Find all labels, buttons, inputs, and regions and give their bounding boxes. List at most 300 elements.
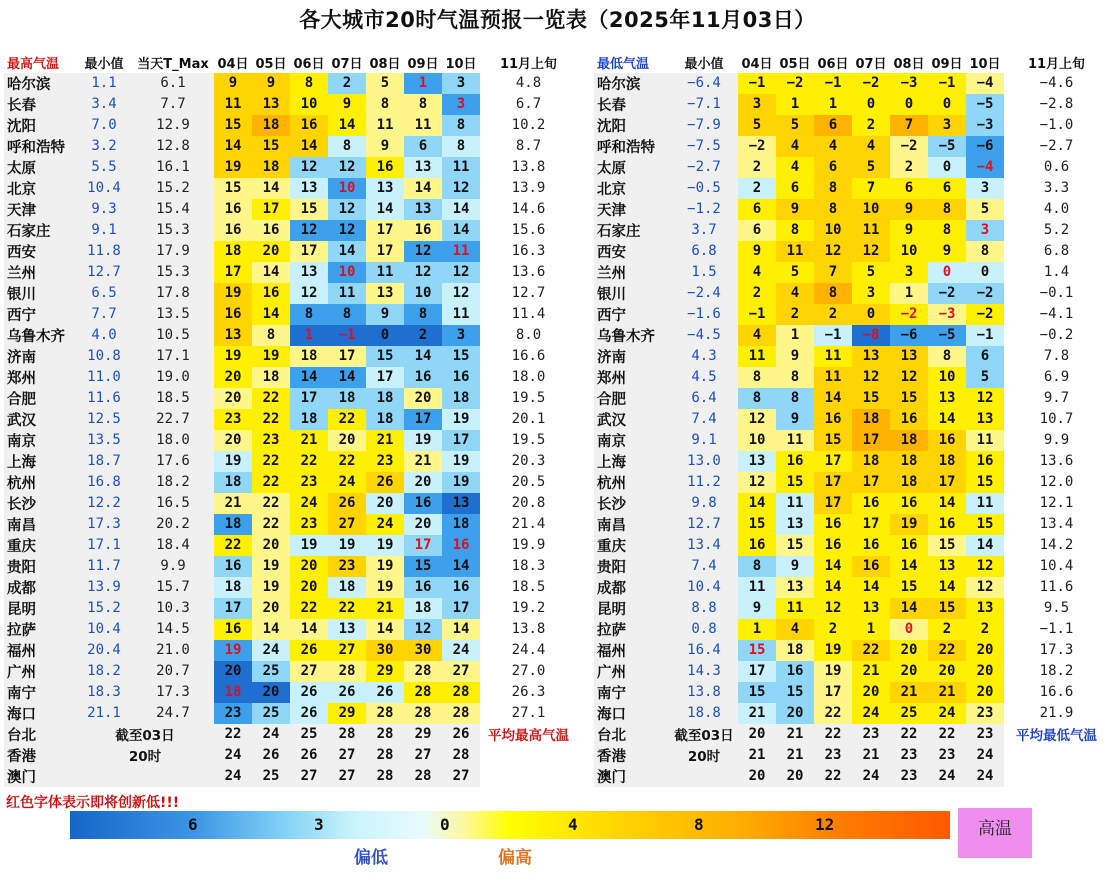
period-average: 13.6 <box>511 264 546 281</box>
forecast-cell: 18 <box>366 409 404 430</box>
forecast-cell: 4 <box>738 262 776 283</box>
forecast-cell: 9 <box>776 556 814 577</box>
forecast-cell: 3 <box>852 283 890 304</box>
forecast-cell: 17 <box>814 493 852 514</box>
city-name: 昆明 <box>4 598 76 619</box>
city-name: 乌鲁木齐 <box>4 325 76 346</box>
average-note: 平均最高气温 <box>488 728 569 745</box>
forecast-cell: 4 <box>776 157 814 178</box>
forecast-cell: 18 <box>252 115 290 136</box>
forecast-cell: 17 <box>404 535 442 556</box>
forecast-cell: 20 <box>966 640 1004 661</box>
period-average: 10.2 <box>511 117 546 134</box>
forecast-cell: −5 <box>928 325 966 346</box>
min-value: −7.9 <box>670 115 738 136</box>
forecast-cell: 2 <box>776 304 814 325</box>
forecast-cell: 17 <box>214 598 252 619</box>
min-value: 13.8 <box>670 682 738 703</box>
min-value: −2.4 <box>670 283 738 304</box>
forecast-cell: −2 <box>852 73 890 94</box>
record-low-note: 红色字体表示即将创新低!!! <box>6 795 180 811</box>
min-value: 13.5 <box>76 430 132 451</box>
table-row <box>4 556 577 577</box>
forecast-cell: 26 <box>366 682 404 703</box>
forecast-cell: 18 <box>214 472 252 493</box>
forecast-cell: 15 <box>214 115 252 136</box>
table-row <box>4 766 577 787</box>
min-value: 7.4 <box>670 556 738 577</box>
min-value: 0.8 <box>670 619 738 640</box>
forecast-cell: 17 <box>814 682 852 703</box>
forecast-cell: 14 <box>890 556 928 577</box>
forecast-cell: 28 <box>442 745 480 766</box>
period-average: 16.3 <box>511 243 546 260</box>
forecast-cell: 9 <box>890 220 928 241</box>
forecast-cell: 23 <box>890 766 928 787</box>
min-value: −1.6 <box>670 304 738 325</box>
forecast-cell: 23 <box>214 409 252 430</box>
city-name: 济南 <box>594 346 670 367</box>
forecast-cell: 19 <box>814 661 852 682</box>
forecast-cell: 26 <box>290 745 328 766</box>
forecast-cell: 18 <box>776 640 814 661</box>
period-average: 14.6 <box>511 201 546 218</box>
forecast-cell: 15 <box>776 535 814 556</box>
forecast-cell: 2 <box>814 619 852 640</box>
forecast-cell: −2 <box>966 304 1004 325</box>
city-name: 呼和浩特 <box>594 136 670 157</box>
city-name: 南宁 <box>594 682 670 703</box>
table-row <box>594 220 1109 241</box>
forecast-cell: −3 <box>928 304 966 325</box>
table-row <box>594 598 1109 619</box>
period-average: −2.7 <box>1039 138 1074 155</box>
forecast-cell: 21 <box>366 598 404 619</box>
city-name: 台北 <box>594 724 670 745</box>
table-row <box>4 682 577 703</box>
table-row <box>4 304 577 325</box>
forecast-cell: 19 <box>814 640 852 661</box>
forecast-cell: 9 <box>776 346 814 367</box>
cutoff-note: 20时 <box>670 745 738 766</box>
forecast-cell: 20 <box>366 493 404 514</box>
forecast-cell: 19 <box>890 514 928 535</box>
forecast-cell: 21 <box>366 430 404 451</box>
forecast-cell: 14 <box>442 556 480 577</box>
min-value: −7.5 <box>670 136 738 157</box>
forecast-cell: 23 <box>814 745 852 766</box>
today-tmax: 17.3 <box>132 682 214 703</box>
forecast-cell: 16 <box>214 619 252 640</box>
forecast-cell: 22 <box>252 409 290 430</box>
min-value: 17.3 <box>76 514 132 535</box>
period-average: 13.4 <box>1039 516 1074 533</box>
forecast-cell: 17 <box>290 241 328 262</box>
forecast-cell: 8 <box>814 283 852 304</box>
forecast-cell: −2 <box>738 136 776 157</box>
forecast-cell: 9 <box>366 136 404 157</box>
forecast-cell: 8 <box>966 241 1004 262</box>
period-average: 9.9 <box>1043 432 1070 449</box>
today-tmax: 6.1 <box>132 73 214 94</box>
table-row <box>594 745 1109 766</box>
period-average: −0.2 <box>1039 327 1074 344</box>
forecast-cell: 15 <box>252 136 290 157</box>
forecast-cell: 2 <box>928 619 966 640</box>
forecast-cell: 27 <box>442 766 480 787</box>
column-header: 最小值 <box>684 56 724 72</box>
min-value: 11.0 <box>76 367 132 388</box>
forecast-cell: 9 <box>776 409 814 430</box>
table-row <box>594 703 1109 724</box>
table-row <box>4 388 577 409</box>
forecast-cell: 23 <box>928 745 966 766</box>
city-name: 广州 <box>4 661 76 682</box>
forecast-cell: 11 <box>852 220 890 241</box>
forecast-cell: 8 <box>404 304 442 325</box>
city-name: 长沙 <box>594 493 670 514</box>
forecast-cell: 6 <box>738 199 776 220</box>
city-name: 沈阳 <box>594 115 670 136</box>
forecast-cell: 14 <box>442 619 480 640</box>
city-name: 拉萨 <box>594 619 670 640</box>
column-header: 11月上旬 <box>499 56 558 72</box>
min-value: −7.1 <box>670 94 738 115</box>
forecast-cell: 20 <box>290 556 328 577</box>
period-average: 18.0 <box>511 369 546 386</box>
forecast-cell: 14 <box>814 577 852 598</box>
forecast-cell: 15 <box>890 577 928 598</box>
forecast-cell: −2 <box>890 304 928 325</box>
table-row <box>4 262 577 283</box>
today-tmax: 15.4 <box>132 199 214 220</box>
forecast-cell: 19 <box>252 346 290 367</box>
min-value: 1.1 <box>76 73 132 94</box>
forecast-cell: 13 <box>366 283 404 304</box>
forecast-cell: 13 <box>252 94 290 115</box>
city-name: 海口 <box>4 703 76 724</box>
forecast-cell: 0 <box>928 94 966 115</box>
city-name: 武汉 <box>594 409 670 430</box>
city-name: 重庆 <box>4 535 76 556</box>
forecast-cell: 21 <box>290 430 328 451</box>
forecast-cell: 0 <box>890 94 928 115</box>
forecast-cell: 0 <box>366 325 404 346</box>
period-average: 13.9 <box>511 180 546 197</box>
min-value: 9.8 <box>670 493 738 514</box>
forecast-cell: 24 <box>328 472 366 493</box>
forecast-cell: 10 <box>852 199 890 220</box>
period-average: 21.9 <box>1039 705 1074 722</box>
forecast-cell: 11 <box>966 430 1004 451</box>
forecast-cell: 22 <box>252 451 290 472</box>
forecast-cell: 16 <box>890 409 928 430</box>
forecast-cell: 26 <box>328 682 366 703</box>
forecast-cell: 6 <box>738 220 776 241</box>
forecast-cell: −1 <box>738 73 776 94</box>
forecast-cell: 24 <box>966 766 1004 787</box>
period-average: 20.1 <box>511 411 546 428</box>
table-title-cell: 最低气温 <box>597 56 650 72</box>
table-row <box>4 241 577 262</box>
forecast-cell: 8 <box>776 367 814 388</box>
forecast-cell: −1 <box>328 325 366 346</box>
period-average: 12.1 <box>1039 495 1074 512</box>
city-name: 南昌 <box>594 514 670 535</box>
forecast-cell: 2 <box>966 619 1004 640</box>
forecast-cell: 30 <box>404 640 442 661</box>
forecast-cell: 28 <box>404 682 442 703</box>
forecast-cell: 21 <box>404 451 442 472</box>
forecast-cell: 15 <box>928 598 966 619</box>
average-note: 平均最低气温 <box>1016 728 1097 745</box>
forecast-cell: 3 <box>442 94 480 115</box>
forecast-cell: 16 <box>814 535 852 556</box>
forecast-cell: 23 <box>890 745 928 766</box>
column-header: 当天T_Max <box>137 56 209 72</box>
forecast-cell: 12 <box>404 262 442 283</box>
forecast-cell: 22 <box>928 724 966 745</box>
table-row <box>4 619 577 640</box>
min-value: 15.2 <box>76 598 132 619</box>
min-value: 11.2 <box>670 472 738 493</box>
forecast-cell: 29 <box>404 724 442 745</box>
period-average: 6.8 <box>1043 243 1070 260</box>
table-row <box>594 388 1109 409</box>
today-tmax: 24.7 <box>132 703 214 724</box>
forecast-cell: 12 <box>290 220 328 241</box>
period-average: 8.0 <box>515 327 542 344</box>
forecast-cell: 12 <box>442 262 480 283</box>
forecast-cell: 12 <box>328 199 366 220</box>
table-row <box>594 430 1109 451</box>
forecast-cell: 2 <box>404 325 442 346</box>
forecast-cell: 14 <box>214 136 252 157</box>
forecast-cell: 14 <box>290 136 328 157</box>
min-value: 13.0 <box>670 451 738 472</box>
forecast-cell: 12 <box>328 157 366 178</box>
city-name: 天津 <box>4 199 76 220</box>
forecast-cell: 23 <box>252 430 290 451</box>
table-row <box>4 577 577 598</box>
today-tmax: 22.7 <box>132 409 214 430</box>
today-tmax: 12.8 <box>132 136 214 157</box>
forecast-cell: 20 <box>966 682 1004 703</box>
forecast-cell: 23 <box>214 703 252 724</box>
forecast-cell: 16 <box>890 493 928 514</box>
forecast-cell: 11 <box>442 241 480 262</box>
today-tmax: 17.8 <box>132 283 214 304</box>
forecast-cell: 22 <box>852 640 890 661</box>
forecast-cell: 22 <box>328 598 366 619</box>
forecast-cell: 12 <box>890 367 928 388</box>
today-tmax: 20.2 <box>132 514 214 535</box>
column-header: 10日 <box>445 56 477 72</box>
forecast-cell: 19 <box>252 556 290 577</box>
city-name: 石家庄 <box>594 220 670 241</box>
forecast-cell: 8 <box>738 388 776 409</box>
forecast-cell: 16 <box>404 367 442 388</box>
forecast-cell: 11 <box>214 94 252 115</box>
forecast-cell: 3 <box>442 325 480 346</box>
cutoff-note: 截至03日 <box>76 724 214 745</box>
forecast-cell: 1 <box>776 94 814 115</box>
min-value: 3.4 <box>76 94 132 115</box>
table-row <box>594 178 1109 199</box>
forecast-cell: 1 <box>852 619 890 640</box>
forecast-cell: 12 <box>404 241 442 262</box>
min-value: 6.8 <box>670 241 738 262</box>
min-value: 18.8 <box>670 703 738 724</box>
forecast-cell: 14 <box>966 535 1004 556</box>
forecast-cell: 2 <box>738 283 776 304</box>
period-average: 18.5 <box>511 579 546 596</box>
forecast-cell: 14 <box>814 556 852 577</box>
table-row <box>594 619 1109 640</box>
period-average: 14.2 <box>1039 537 1074 554</box>
period-average: 18.2 <box>1039 663 1074 680</box>
city-name: 昆明 <box>594 598 670 619</box>
forecast-cell: 22 <box>290 451 328 472</box>
forecast-cell: 7 <box>852 178 890 199</box>
table-row <box>594 136 1109 157</box>
forecast-cell: 16 <box>776 451 814 472</box>
forecast-cell: 11 <box>738 577 776 598</box>
forecast-cell: −1 <box>738 304 776 325</box>
city-name: 南宁 <box>4 682 76 703</box>
forecast-cell: 19 <box>214 451 252 472</box>
period-average: 24.4 <box>511 642 546 659</box>
forecast-cell: 17 <box>442 430 480 451</box>
city-name: 石家庄 <box>4 220 76 241</box>
forecast-cell: 27 <box>328 640 366 661</box>
period-average: 11.6 <box>1039 579 1074 596</box>
forecast-cell: 25 <box>290 724 328 745</box>
period-average: 27.0 <box>511 663 546 680</box>
column-header: 10日 <box>969 56 1001 72</box>
forecast-cell: 17 <box>366 241 404 262</box>
forecast-cell: 18 <box>852 451 890 472</box>
forecast-cell: 18 <box>852 409 890 430</box>
period-average: 27.1 <box>511 705 546 722</box>
forecast-cell: 20 <box>290 577 328 598</box>
forecast-cell: 13 <box>442 493 480 514</box>
forecast-cell: 24 <box>966 745 1004 766</box>
period-average: 18.3 <box>511 558 546 575</box>
forecast-cell: 20 <box>252 241 290 262</box>
min-value: 8.8 <box>670 598 738 619</box>
forecast-cell: 17 <box>738 661 776 682</box>
forecast-cell: 12 <box>814 598 852 619</box>
forecast-cell: 18 <box>290 409 328 430</box>
forecast-cell: 21 <box>776 745 814 766</box>
forecast-cell: 16 <box>404 577 442 598</box>
forecast-cell: 22 <box>328 451 366 472</box>
forecast-cell: 16 <box>442 367 480 388</box>
table-row <box>594 724 1109 745</box>
forecast-cell: 23 <box>290 514 328 535</box>
city-name: 上海 <box>594 451 670 472</box>
forecast-cell: 20 <box>404 388 442 409</box>
forecast-cell: 12 <box>966 556 1004 577</box>
forecast-cell: 8 <box>814 178 852 199</box>
forecast-cell: 16 <box>814 409 852 430</box>
table-row <box>594 472 1109 493</box>
city-name: 济南 <box>4 346 76 367</box>
city-name: 银川 <box>4 283 76 304</box>
forecast-cell: 23 <box>966 703 1004 724</box>
forecast-cell: 8 <box>928 346 966 367</box>
period-average: 8.7 <box>515 138 542 155</box>
forecast-cell: 13 <box>928 556 966 577</box>
period-average: 20.3 <box>511 453 546 470</box>
forecast-cell: 11 <box>776 493 814 514</box>
forecast-cell: 11 <box>442 157 480 178</box>
forecast-cell: 28 <box>328 724 366 745</box>
cutoff-note <box>76 766 214 787</box>
forecast-cell: 11 <box>814 346 852 367</box>
forecast-cell: 28 <box>328 661 366 682</box>
forecast-cell: 18 <box>442 388 480 409</box>
table-row <box>594 367 1109 388</box>
forecast-cell: 1 <box>890 283 928 304</box>
forecast-cell: −5 <box>966 94 1004 115</box>
forecast-cell: 20 <box>404 472 442 493</box>
forecast-cell: 11 <box>366 115 404 136</box>
forecast-cell: 0 <box>852 94 890 115</box>
column-header: 05日 <box>779 56 811 72</box>
forecast-cell: 24 <box>852 703 890 724</box>
today-tmax: 20.7 <box>132 661 214 682</box>
forecast-cell: 18 <box>214 682 252 703</box>
forecast-cell: 11 <box>404 115 442 136</box>
forecast-cell: 21 <box>852 745 890 766</box>
forecast-cell: 10 <box>738 430 776 451</box>
min-value: 11.6 <box>76 388 132 409</box>
table-row <box>594 682 1109 703</box>
forecast-cell: 0 <box>890 619 928 640</box>
forecast-cell: 11 <box>776 598 814 619</box>
forecast-cell: 5 <box>776 115 814 136</box>
average-note <box>480 766 577 787</box>
forecast-cell: 13 <box>776 577 814 598</box>
forecast-cell: 20 <box>852 682 890 703</box>
forecast-cell: 16 <box>214 220 252 241</box>
forecast-cell: 21 <box>776 724 814 745</box>
table-row <box>4 493 577 514</box>
forecast-cell: −2 <box>776 73 814 94</box>
forecast-cell: 18 <box>442 514 480 535</box>
table-row <box>594 409 1109 430</box>
forecast-cell: 19 <box>366 577 404 598</box>
forecast-cell: 6 <box>966 346 1004 367</box>
average-note <box>1004 745 1109 766</box>
forecast-cell: 20 <box>966 661 1004 682</box>
forecast-cell: 10 <box>928 367 966 388</box>
city-name: 澳门 <box>4 766 76 787</box>
forecast-cell: 29 <box>366 661 404 682</box>
forecast-cell: 14 <box>442 220 480 241</box>
min-value: 10.4 <box>76 178 132 199</box>
table-row <box>594 115 1109 136</box>
min-value: 12.7 <box>76 262 132 283</box>
min-value: 12.7 <box>670 514 738 535</box>
forecast-cell: 23 <box>966 724 1004 745</box>
forecast-cell: 26 <box>366 472 404 493</box>
forecast-cell: 22 <box>290 598 328 619</box>
min-value: 12.2 <box>76 493 132 514</box>
table-row <box>4 472 577 493</box>
